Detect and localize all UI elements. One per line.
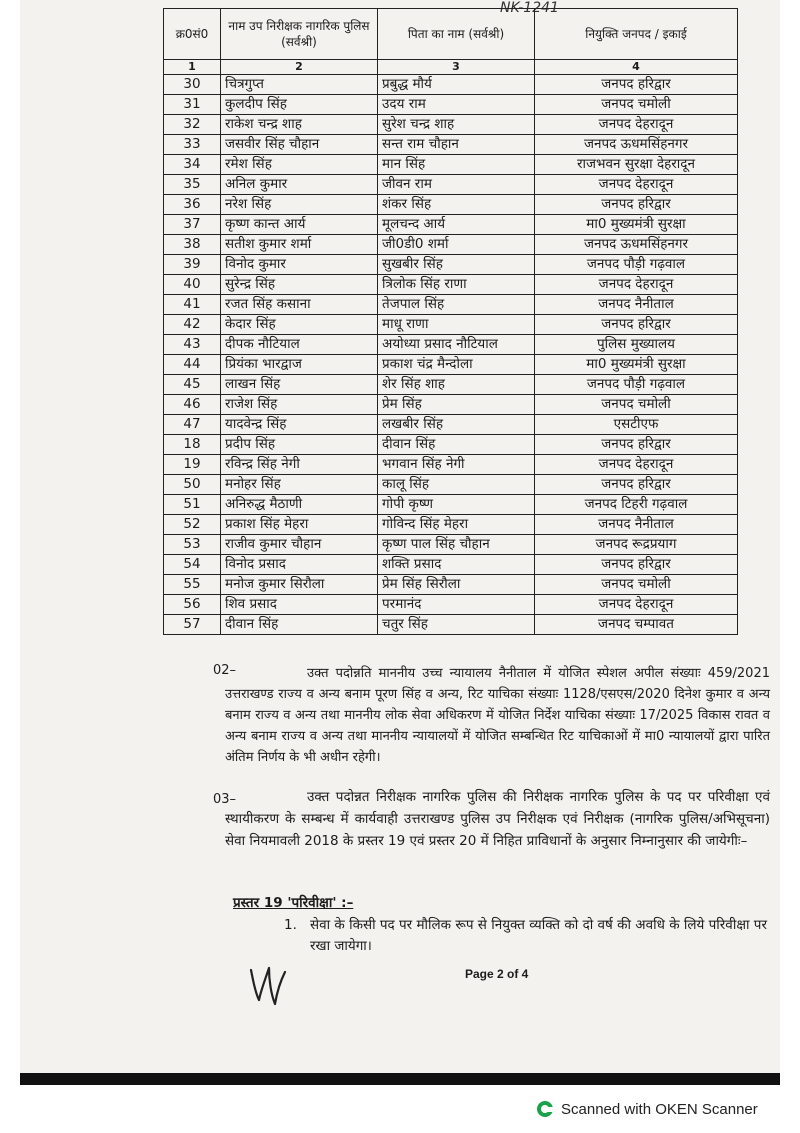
- posting-cell: जनपद देहरादून: [535, 595, 738, 615]
- name-cell: राकेश चन्द्र शाह: [221, 115, 378, 135]
- table-row: [164, 195, 738, 215]
- oken-logo-icon: [537, 1101, 553, 1117]
- posting-cell: जनपद देहरादून: [535, 115, 738, 135]
- serial-cell: 54: [164, 555, 221, 575]
- table-row: [164, 155, 738, 175]
- inspector-list-table: [163, 8, 738, 635]
- table-row: [164, 615, 738, 635]
- scanner-watermark-text: Scanned with OKEN Scanner: [561, 1100, 758, 1118]
- posting-cell: मा0 मुख्यमंत्री सुरक्षा: [535, 215, 738, 235]
- father-name-cell: प्रकाश चंद्र मैन्दोला: [378, 355, 535, 375]
- name-cell: प्रियंका भारद्वाज: [221, 355, 378, 375]
- table-row: [164, 495, 738, 515]
- name-cell: शिव प्रसाद: [221, 595, 378, 615]
- header-posting: नियुक्ति जनपद / इकाई: [535, 9, 738, 60]
- page-number: Page 2 of 4: [465, 967, 529, 981]
- name-cell: प्रदीप सिंह: [221, 435, 378, 455]
- name-cell: नरेश सिंह: [221, 195, 378, 215]
- table-row: [164, 135, 738, 155]
- column-number: 2: [221, 60, 378, 75]
- serial-cell: 40: [164, 275, 221, 295]
- serial-cell: 39: [164, 255, 221, 275]
- serial-cell: 36: [164, 195, 221, 215]
- father-name-cell: मान सिंह: [378, 155, 535, 175]
- table-row: [164, 295, 738, 315]
- posting-cell: जनपद ऊधमसिंहनगर: [535, 235, 738, 255]
- list-item-1: [284, 915, 770, 957]
- serial-cell: 41: [164, 295, 221, 315]
- father-name-cell: कृष्ण पाल सिंह चौहान: [378, 535, 535, 555]
- posting-cell: जनपद ऊधमसिंहनगर: [535, 135, 738, 155]
- name-cell: अनिल कुमार: [221, 175, 378, 195]
- serial-cell: 34: [164, 155, 221, 175]
- name-cell: सतीश कुमार शर्मा: [221, 235, 378, 255]
- serial-cell: 53: [164, 535, 221, 555]
- header-father-name: पिता का नाम (सर्वश्री): [378, 9, 535, 60]
- name-cell: चित्रगुप्त: [221, 75, 378, 95]
- father-name-cell: भगवान सिंह नेगी: [378, 455, 535, 475]
- serial-cell: 43: [164, 335, 221, 355]
- column-number: 1: [164, 60, 221, 75]
- name-cell: राजेश सिंह: [221, 395, 378, 415]
- father-name-cell: शंकर सिंह: [378, 195, 535, 215]
- father-name-cell: चतुर सिंह: [378, 615, 535, 635]
- column-number: 4: [535, 60, 738, 75]
- serial-cell: 50: [164, 475, 221, 495]
- column-number-row: [164, 60, 738, 75]
- serial-cell: 32: [164, 115, 221, 135]
- table-row: [164, 455, 738, 475]
- table-row: [164, 475, 738, 495]
- item-number: 1.: [284, 917, 297, 933]
- posting-cell: जनपद पौड़ी गढ़वाल: [535, 375, 738, 395]
- father-name-cell: त्रिलोक सिंह राणा: [378, 275, 535, 295]
- father-name-cell: दीवान सिंह: [378, 435, 535, 455]
- father-name-cell: परमानंद: [378, 595, 535, 615]
- table-row: [164, 255, 738, 275]
- column-number: 3: [378, 60, 535, 75]
- name-cell: विनोद प्रसाद: [221, 555, 378, 575]
- scanned-page: [20, 0, 780, 1085]
- father-name-cell: उदय राम: [378, 95, 535, 115]
- serial-cell: 30: [164, 75, 221, 95]
- name-cell: सुरेन्द्र सिंह: [221, 275, 378, 295]
- posting-cell: जनपद चमोली: [535, 575, 738, 595]
- serial-cell: 38: [164, 235, 221, 255]
- father-name-cell: प्रेम सिंह सिरौला: [378, 575, 535, 595]
- table-row: [164, 515, 738, 535]
- name-cell: कुलदीप सिंह: [221, 95, 378, 115]
- posting-cell: जनपद पौड़ी गढ़वाल: [535, 255, 738, 275]
- posting-cell: मा0 मुख्यमंत्री सुरक्षा: [535, 355, 738, 375]
- table-row: [164, 535, 738, 555]
- item-text: सेवा के किसी पद पर मौलिक रूप से नियुक्त व्यक्ति को दो वर्ष की अवधि के लिये परिवीक्षा पर रखा जायेगा।: [310, 917, 767, 954]
- table-row: [164, 115, 738, 135]
- name-cell: कृष्ण कान्त आर्य: [221, 215, 378, 235]
- table-row: [164, 335, 738, 355]
- father-name-cell: प्रबुद्ध मौर्य: [378, 75, 535, 95]
- name-cell: दीवान सिंह: [221, 615, 378, 635]
- posting-cell: जनपद हरिद्वार: [535, 75, 738, 95]
- table-row: [164, 355, 738, 375]
- name-cell: लाखन सिंह: [221, 375, 378, 395]
- serial-cell: 35: [164, 175, 221, 195]
- table-row: [164, 575, 738, 595]
- serial-cell: 33: [164, 135, 221, 155]
- name-cell: रमेश सिंह: [221, 155, 378, 175]
- handwritten-signature: [245, 960, 293, 1010]
- scanner-watermark: [537, 1098, 758, 1120]
- father-name-cell: सुखबीर सिंह: [378, 255, 535, 275]
- posting-cell: जनपद नैनीताल: [535, 515, 738, 535]
- para-03-text: उक्त पदोन्नत निरीक्षक नागरिक पुलिस की निरीक्षक नागरिक पुलिस के पद पर परिवीक्षा एवं स्थायीकरण के सम्बन्ध में कार्यवाही उत्तराखण्ड पुलिस उप निरीक्षक एवं निरीक्षक (नागरिक पुलिस/अभिसूचना) सेवा नियमावली 2018 के प्रस्तर 19 एवं प्रस्तर 20 में निहित प्राविधानों के अनुसार निम्नानुसार की जायेगीः–: [225, 789, 770, 849]
- father-name-cell: जी0डी0 शर्मा: [378, 235, 535, 255]
- father-name-cell: मूलचन्द आर्य: [378, 215, 535, 235]
- name-cell: रजत सिंह कसाना: [221, 295, 378, 315]
- posting-cell: जनपद देहरादून: [535, 455, 738, 475]
- table-row: [164, 275, 738, 295]
- table-row: [164, 595, 738, 615]
- posting-cell: जनपद हरिद्वार: [535, 195, 738, 215]
- table-row: [164, 435, 738, 455]
- name-cell: प्रकाश सिंह मेहरा: [221, 515, 378, 535]
- posting-cell: जनपद हरिद्वार: [535, 315, 738, 335]
- table-row: [164, 95, 738, 115]
- father-name-cell: अयोध्या प्रसाद नौटियाल: [378, 335, 535, 355]
- para-02-number: 02–: [213, 663, 237, 678]
- name-cell: मनोहर सिंह: [221, 475, 378, 495]
- posting-cell: जनपद देहरादून: [535, 175, 738, 195]
- posting-cell: जनपद हरिद्वार: [535, 555, 738, 575]
- para-03-number: 03–: [213, 792, 237, 807]
- father-name-cell: गोविन्द सिंह मेहरा: [378, 515, 535, 535]
- serial-cell: 18: [164, 435, 221, 455]
- section-heading: प्रस्तर 19 'परिवीक्षा' :–: [233, 895, 354, 911]
- posting-cell: एसटीएफ: [535, 415, 738, 435]
- posting-cell: जनपद रूद्रप्रयाग: [535, 535, 738, 555]
- father-name-cell: माधू राणा: [378, 315, 535, 335]
- name-cell: केदार सिंह: [221, 315, 378, 335]
- serial-cell: 56: [164, 595, 221, 615]
- table-row: [164, 75, 738, 95]
- serial-cell: 52: [164, 515, 221, 535]
- serial-cell: 47: [164, 415, 221, 435]
- father-name-cell: गोपी कृष्ण: [378, 495, 535, 515]
- father-name-cell: जीवन राम: [378, 175, 535, 195]
- name-cell: यादवेन्द्र सिंह: [221, 415, 378, 435]
- father-name-cell: सन्त राम चौहान: [378, 135, 535, 155]
- father-name-cell: लखबीर सिंह: [378, 415, 535, 435]
- table-row: [164, 415, 738, 435]
- table-row: [164, 395, 738, 415]
- name-cell: विनोद कुमार: [221, 255, 378, 275]
- posting-cell: जनपद टिहरी गढ़वाल: [535, 495, 738, 515]
- father-name-cell: तेजपाल सिंह: [378, 295, 535, 315]
- serial-cell: 45: [164, 375, 221, 395]
- table-row: [164, 315, 738, 335]
- father-name-cell: प्रेम सिंह: [378, 395, 535, 415]
- table-row: [164, 175, 738, 195]
- posting-cell: जनपद देहरादून: [535, 275, 738, 295]
- serial-cell: 42: [164, 315, 221, 335]
- serial-cell: 57: [164, 615, 221, 635]
- posting-cell: जनपद चमोली: [535, 95, 738, 115]
- name-cell: रविन्द्र सिंह नेगी: [221, 455, 378, 475]
- serial-cell: 44: [164, 355, 221, 375]
- table-row: [164, 215, 738, 235]
- posting-cell: जनपद चम्पावत: [535, 615, 738, 635]
- posting-cell: जनपद हरिद्वार: [535, 475, 738, 495]
- header-serial: क्र0सं0: [164, 9, 221, 60]
- para-02-text: उक्त पदोन्नति माननीय उच्च न्यायालय नैनीताल में योजित स्पेशल अपील संख्याः 459/2021 उत्तराखण्ड राज्य व अन्य बनाम पूरण सिंह व अन्य, रिट याचिका संख्याः 1128/एसएस/2020 दिनेश कुमार व अन्य बनाम राज्य व अन्य तथा माननीय लोक सेवा अधिकरण में योजित निर्देश याचिका संख्याः 17/2025 विकास रावत व अन्य बनाम राज्य व अन्य तथा माननीय न्यायालयों में योजित सम्बन्धित रिट याचिकाओं में मा0 न्यायालयों द्वारा पारित अंतिम निर्णय के भी अधीन रहेगी।: [225, 666, 770, 765]
- posting-cell: जनपद चमोली: [535, 395, 738, 415]
- posting-cell: राजभवन सुरक्षा देहरादून: [535, 155, 738, 175]
- reference-mark: NK-1241: [500, 0, 559, 16]
- father-name-cell: सुरेश चन्द्र शाह: [378, 115, 535, 135]
- table-row: [164, 235, 738, 255]
- table-header-row: [164, 9, 738, 60]
- serial-cell: 37: [164, 215, 221, 235]
- posting-cell: पुलिस मुख्यालय: [535, 335, 738, 355]
- posting-cell: जनपद नैनीताल: [535, 295, 738, 315]
- father-name-cell: शेर सिंह शाह: [378, 375, 535, 395]
- serial-cell: 51: [164, 495, 221, 515]
- name-cell: राजीव कुमार चौहान: [221, 535, 378, 555]
- serial-cell: 19: [164, 455, 221, 475]
- serial-cell: 31: [164, 95, 221, 115]
- name-cell: अनिरुद्ध मैठाणी: [221, 495, 378, 515]
- father-name-cell: शक्ति प्रसाद: [378, 555, 535, 575]
- name-cell: जसवीर सिंह चौहान: [221, 135, 378, 155]
- serial-cell: 55: [164, 575, 221, 595]
- name-cell: मनोज कुमार सिरौला: [221, 575, 378, 595]
- table-row: [164, 555, 738, 575]
- header-name: नाम उप निरीक्षक नागरिक पुलिस (सर्वश्री): [221, 9, 378, 60]
- serial-cell: 46: [164, 395, 221, 415]
- name-cell: दीपक नौटियाल: [221, 335, 378, 355]
- father-name-cell: कालू सिंह: [378, 475, 535, 495]
- table-row: [164, 375, 738, 395]
- posting-cell: जनपद हरिद्वार: [535, 435, 738, 455]
